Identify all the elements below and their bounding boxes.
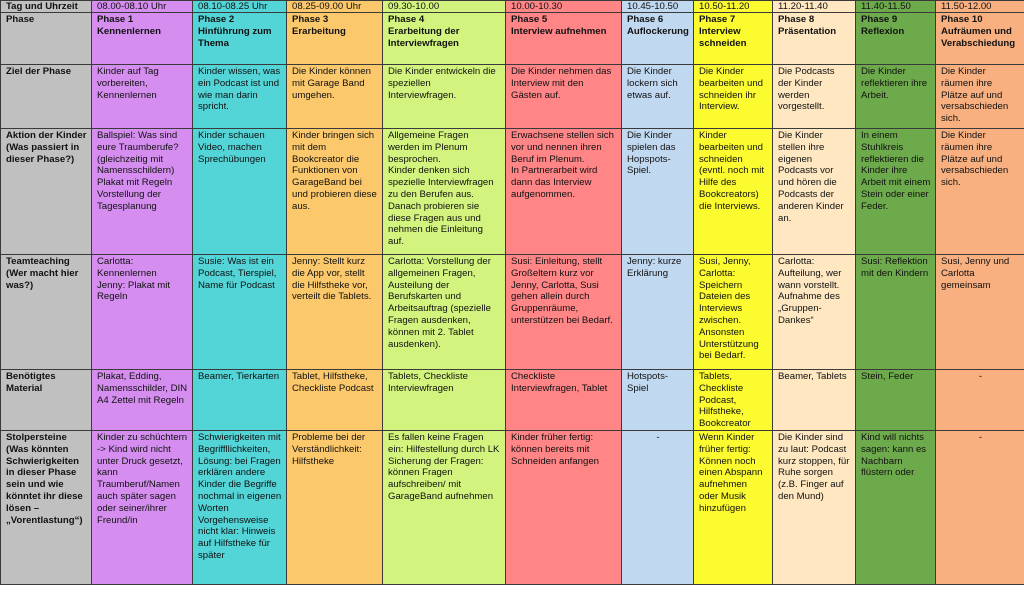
goal-cell-9: Die Kinder reflektieren ihre Arbeit. — [856, 65, 936, 129]
material-cell-6: Hotspots-Spiel — [622, 370, 694, 431]
phase-number: Phase 7 — [699, 14, 736, 25]
action-cell-10 — [936, 129, 1024, 255]
material-cell-3: Tablet, Hilfstheke, Checkliste Podcast — [287, 370, 383, 431]
phase-title: Interview schneiden — [699, 25, 747, 49]
team-text: Carlotta: Kennenlernen — [97, 256, 157, 279]
team-text: Susi: Einleitung, stellt Großeltern kurz vor Jenny, Carlotta, Susi gehen allein durch Gruppenräume, unterstützen bei Bedarf. — [511, 256, 613, 326]
team-cell-8 — [773, 255, 856, 370]
team-text: Jenny: Plakat mit Regeln — [97, 279, 171, 303]
action-cell-1 — [92, 129, 193, 255]
stumbling-cell-2 — [193, 431, 287, 585]
action-text: Danach probieren sie diese Fragen aus und nehmen die Einleitung auf. — [388, 200, 483, 248]
phase-title: Kennenlernen — [97, 25, 161, 37]
material-cell-8: Beamer, Tablets — [773, 370, 856, 431]
team-text: Susi: Reflektion mit den Kindern — [861, 256, 929, 279]
stumbling-text: - — [978, 432, 983, 443]
phase-cell-1 — [92, 13, 193, 65]
stumbling-text: - — [656, 432, 660, 443]
phase-title: Auflockerung — [627, 25, 689, 37]
time-cell-phase-6: 10.45-10.50 — [622, 1, 694, 13]
action-text: Kinder bearbeiten und schneiden (evntl. noch mit Hilfe des Bookcreators) die Interviews. — [699, 130, 765, 212]
goal-cell-10: Die Kinder räumen ihre Plätze auf und versabschieden sich. — [936, 65, 1024, 129]
goal-cell-8: Die Podcasts der Kinder werden vorgestellt. — [773, 65, 856, 129]
time-cell-phase-5: 10.00-10.30 — [506, 1, 622, 13]
team-cell-9 — [856, 255, 936, 370]
team-cell-2 — [193, 255, 287, 370]
team-cell-5 — [506, 255, 622, 370]
material-cell-1: Plakat, Edding, Namensschilder, DIN A4 Zettel mit Regeln — [92, 370, 193, 431]
row-label-action: Aktion der Kinder (Was passiert in dieser Phase?) — [1, 129, 92, 255]
team-cell-7 — [694, 255, 773, 370]
goal-cell-1: Kinder auf Tag vorbereiten, Kennenlernen — [92, 65, 193, 129]
time-cell-phase-2: 08.10-08.25 Uhr — [193, 1, 287, 13]
team-cell-4 — [383, 255, 506, 370]
time-cell-phase-9: 11.40-11.50 — [856, 1, 936, 13]
time-cell-phase-10: 11.50-12.00 — [936, 1, 1024, 13]
material-cell-7: Tablets, Checkliste Podcast, Hilfstheke, Bookcreator — [694, 370, 773, 431]
row-label-teamteaching: Teamteaching (Wer macht hier was?) — [1, 255, 92, 370]
time-cell-phase-7: 10.50-11.20 — [694, 1, 773, 13]
team-text: Susi, Jenny und Carlotta gemeinsam — [941, 256, 1010, 291]
stumbling-cell-4 — [383, 431, 506, 585]
action-row — [1, 129, 1024, 255]
action-cell-3 — [287, 129, 383, 255]
phase-number: Phase 4 — [388, 14, 425, 25]
stumbling-text: Es fallen keine Fragen ein: Hilfestellung durch LK — [388, 432, 500, 455]
time-cell-phase-1: 08.00-08.10 Uhr — [92, 1, 193, 13]
material-row — [1, 370, 1024, 431]
phase-title: Aufräumen und Verabschiedung — [941, 25, 1016, 49]
phase-cell-10 — [936, 13, 1024, 65]
stumbling-cell-6 — [622, 431, 694, 585]
phase-title: Präsentation — [778, 25, 837, 37]
action-cell-7 — [694, 129, 773, 255]
team-text: Susi, Jenny, Carlotta: Speichern Dateien des Interviews zwischen. Ansonsten Unterstützung bei Bedarf. — [699, 256, 759, 362]
stumbling-blocks-row — [1, 431, 1024, 585]
action-cell-6 — [622, 129, 694, 255]
action-text: Kinder bringen sich mit dem Bookcreator die Funktionen von GarageBand bei und probieren diese aus. — [292, 130, 377, 212]
goal-cell-3: Die Kinder können mit Garage Band umgehen. — [287, 65, 383, 129]
team-cell-1 — [92, 255, 193, 370]
goal-cell-6: Die Kinder lockern sich etwas auf. — [622, 65, 694, 129]
stumbling-cell-7 — [694, 431, 773, 585]
phase-title: Reflexion — [861, 25, 905, 37]
time-cell-phase-4: 09.30-10.00 — [383, 1, 506, 13]
stumbling-cell-9 — [856, 431, 936, 585]
stumbling-text: Sicherung der Fragen: können Fragen aufschreiben/ mit GarageBand aufnehmen — [388, 455, 494, 502]
row-label-time: Tag und Uhrzeit — [1, 1, 92, 13]
phase-cell-7 — [694, 13, 773, 65]
row-label-goal: Ziel der Phase — [1, 65, 92, 129]
action-cell-4 — [383, 129, 506, 255]
phase-cell-9 — [856, 13, 936, 65]
phase-number: Phase 10 — [941, 14, 983, 25]
goal-cell-5: Die Kinder nehmen das Interview mit den Gästen auf. — [506, 65, 622, 129]
goal-cell-7: Die Kinder bearbeiten und schneiden ihr Interview. — [694, 65, 773, 129]
goal-row — [1, 65, 1024, 129]
action-cell-8 — [773, 129, 856, 255]
action-text: Plakat mit Regeln — [97, 177, 173, 189]
stumbling-cell-8 — [773, 431, 856, 585]
phase-number: Phase 3 — [292, 14, 329, 25]
row-label-phase: Phase — [1, 13, 92, 65]
action-text: Allgemeine Fragen werden im Plenum besprochen. — [388, 130, 469, 165]
material-cell-5: Checkliste Interviewfragen, Tablet — [506, 370, 622, 431]
stumbling-text: Kinder zu schüchtern -> Kind wird nicht unter Druck gesetzt, kann Traumberuf/Namen auch später sagen oder seiner/ihrer Freund/in — [97, 432, 188, 526]
phase-number: Phase 2 — [198, 14, 235, 25]
time-row — [1, 1, 1024, 13]
goal-cell-2: Kinder wissen, was ein Podcast ist und wie man darin spricht. — [193, 65, 287, 129]
action-text: Kinder denken sich spezielle Interviewfragen zu den Berufen aus. — [388, 165, 494, 200]
stumbling-text: Probleme bei der Verständlichkeit: Hilfstheke — [292, 432, 366, 467]
goal-cell-4: Die Kinder entwickeln die speziellen Interviewfragen. — [383, 65, 506, 129]
phase-number: Phase 6 — [627, 14, 664, 25]
team-text: Carlotta: Aufteilung, wer wann vorstellt. Aufnahme des „Gruppen-Dankes“ — [778, 256, 842, 326]
phase-cell-3 — [287, 13, 383, 65]
row-label-material: Benötigtes Material — [1, 370, 92, 431]
phase-cell-5 — [506, 13, 622, 65]
action-cell-2 — [193, 129, 287, 255]
action-text: Kinder schauen Video, machen Sprechübungen — [198, 130, 266, 165]
phase-title: Erarbeitung — [292, 25, 346, 37]
team-text: Jenny: kurze Erklärung — [627, 256, 682, 279]
action-text: Die Kinder räumen ihre Plätze auf und versabschieden sich. — [941, 130, 1009, 189]
team-text: Susie: Was ist ein Podcast, Tierspiel, Name für Podcast — [198, 256, 277, 291]
stumbling-cell-10 — [936, 431, 1024, 585]
phase-cell-2 — [193, 13, 287, 65]
action-cell-9 — [856, 129, 936, 255]
row-label-stumbling-blocks: Stolpersteine (Was könnten Schwierigkeiten in dieser Phase sein und wie könntet ihr diese lösen – „Vorentlastung“) — [1, 431, 92, 585]
phase-cell-8 — [773, 13, 856, 65]
stumbling-text: Wenn Kinder früher fertig: Können noch einen Abspann aufnehmen oder Musik hinzufügen — [699, 432, 763, 514]
action-text: Erwachsene stellen sich vor und nennen ihren Beruf im Plenum. — [511, 130, 614, 165]
material-cell-10: - — [936, 370, 1024, 431]
team-cell-10 — [936, 255, 1024, 370]
material-cell-2: Beamer, Tierkarten — [193, 370, 287, 431]
action-text: In einem Stuhlkreis reflektieren die Kinder ihre Arbeit mit einem Stein oder einer Feder. — [861, 130, 931, 212]
team-text: Carlotta: Vorstellung der allgemeinen Fragen, Austeilung der Berufskarten und Arbeitsauftrag (spezielle Fragen ausdenken, können mit 2. Tablet ausdenken). — [388, 256, 491, 350]
teamteaching-row — [1, 255, 1024, 370]
action-text: In Partnerarbeit wird dann das Interview aufgenommen. — [511, 165, 598, 200]
phase-cell-6 — [622, 13, 694, 65]
stumbling-cell-3 — [287, 431, 383, 585]
phase-number: Phase 9 — [861, 14, 898, 25]
time-cell-phase-3: 08.25-09.00 Uhr — [287, 1, 383, 13]
phase-number: Phase 8 — [778, 14, 815, 25]
stumbling-cell-5 — [506, 431, 622, 585]
time-cell-phase-8: 11.20-11.40 — [773, 1, 856, 13]
stumbling-text: Schwierigkeiten mit Begriffllichkeiten, Lösung: bei Fragen erklären andere Kinder die Begriffe nochmal in eigenen Worten Vorgehensweise nicht klar: Hinweis auf Hilfstheke für später — [198, 432, 282, 561]
material-cell-4: Tablets, Checkliste Interviewfragen — [383, 370, 506, 431]
phase-cell-4 — [383, 13, 506, 65]
team-cell-3 — [287, 255, 383, 370]
stumbling-cell-1 — [92, 431, 193, 585]
stumbling-text: Kind will nichts sagen: kann es Nachbarn flüstern oder — [861, 432, 927, 479]
action-text: Vorstellung der Tagesplanung — [97, 188, 161, 212]
phase-number: Phase 5 — [511, 14, 548, 25]
action-text: Die Kinder stellen ihre eigenen Podcasts vor und hören die Podcasts der anderen Kinder an. — [778, 130, 844, 224]
phase-title: Hinführung zum Thema — [198, 25, 272, 49]
action-text: Die Kinder spielen das Hopspots-Spiel. — [627, 130, 676, 177]
material-cell-9: Stein, Feder — [856, 370, 936, 431]
action-text: Ballspiel: Was sind eure Traumberufe? (gleichzeitig mit Namensschildern) — [97, 130, 179, 177]
action-cell-5 — [506, 129, 622, 255]
phase-title: Interview aufnehmen — [511, 25, 607, 37]
stumbling-text: Kinder früher fertig: können bereits mit Schneiden anfangen — [511, 432, 600, 467]
team-text: Jenny: Stellt kurz die App vor, stellt die Hilfstheke vor, verteilt die Tablets. — [292, 256, 372, 303]
phase-row — [1, 13, 1024, 65]
phase-title: Erarbeitung der Interviewfragen — [388, 25, 460, 49]
team-cell-6 — [622, 255, 694, 370]
stumbling-text: Die Kinder sind zu laut: Podcast kurz stoppen, für Ruhe sorgen (z.B. Finger auf den Mund) — [778, 432, 850, 502]
phase-number: Phase 1 — [97, 14, 134, 25]
